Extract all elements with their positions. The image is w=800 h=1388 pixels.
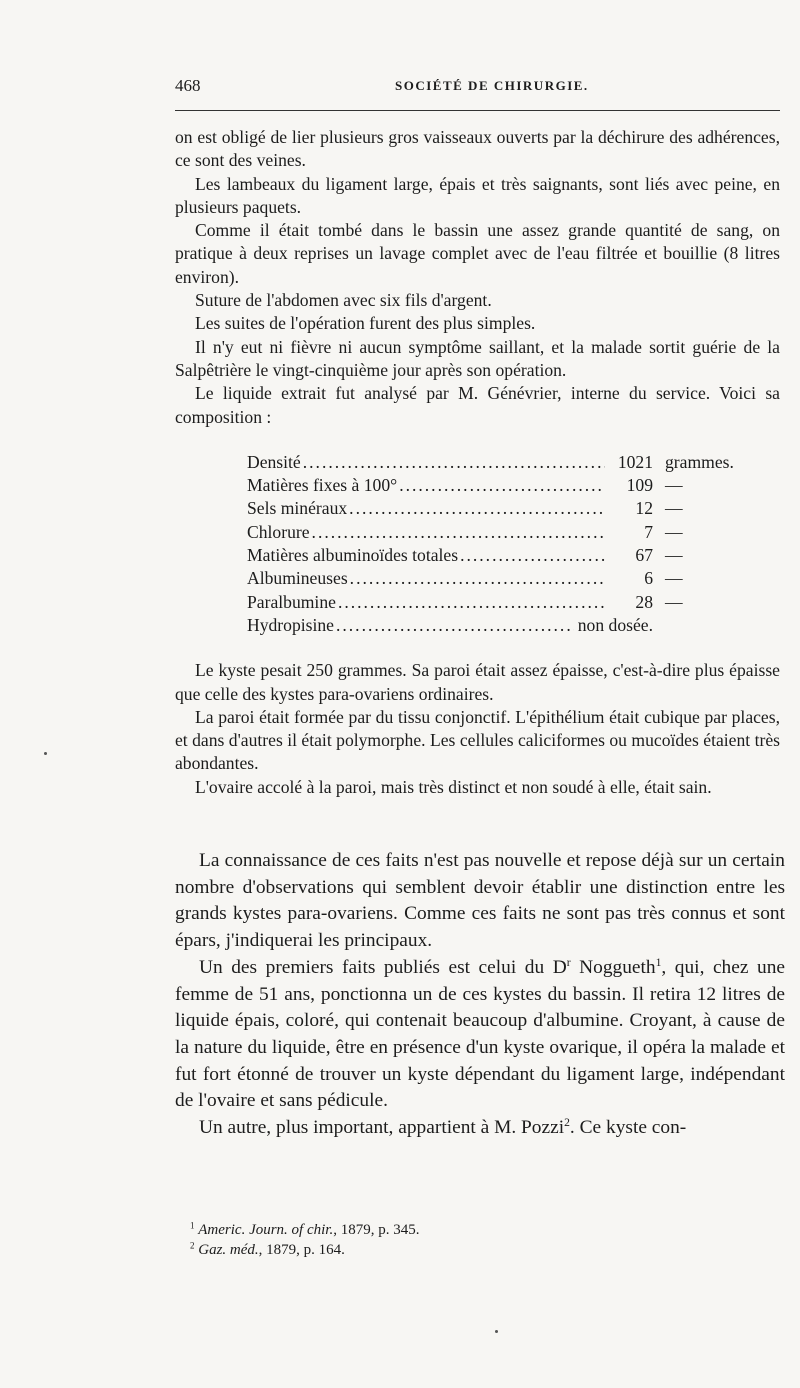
composition-row [247, 567, 780, 590]
composition-row [247, 591, 780, 614]
composition-label: Chlorure [247, 521, 310, 542]
dot-leader [336, 614, 574, 637]
paragraph: Il n'y eut ni fièvre ni aucun symptôme saillant, et la malade sortit guérie de la Salpêtrière le vingt-cinquième jour après son opération. [175, 336, 780, 380]
composition-row [247, 474, 780, 497]
page-number: 468 [175, 76, 201, 95]
dot-leader [338, 591, 605, 614]
composition-label: Matières fixes à 100° [247, 475, 398, 496]
composition-unit: — [665, 521, 683, 542]
composition-row [247, 497, 780, 520]
text-span: Un autre, plus important, appartient à M. Pozzi [199, 1117, 565, 1139]
superscript: r [566, 955, 571, 969]
paragraph: on est obligé de lier plusieurs gros vaisseaux ouverts par la déchirure des adhérences, ce sont des veines. [175, 127, 780, 171]
paragraph [175, 955, 785, 1115]
composition-row [247, 521, 780, 544]
dot-leader [303, 451, 605, 474]
author-name: Noggueth [570, 956, 656, 978]
composition-value: 12 [635, 498, 653, 519]
composition-value: 28 [635, 591, 653, 612]
paragraph: Suture de l'abdomen avec six fils d'argent. [195, 290, 492, 311]
composition-value: 7 [644, 521, 653, 542]
composition-value: 1021 [617, 451, 653, 472]
margin-speck [495, 1330, 498, 1333]
dot-leader [460, 544, 605, 567]
paragraph: La connaissance de ces faits n'est pas nouvelle et repose déjà sur un certain nombre d'observations qui semblent devoir établir une distinction entre les grands kystes para-ovariens. Comme ces faits ne sont pas très connus et sont épars, j'indiquerai les principaux. [175, 850, 785, 952]
composition-row [247, 614, 780, 637]
dot-leader [349, 497, 605, 520]
composition-unit: grammes. [665, 451, 734, 472]
footnote-mark: 2 [190, 1240, 195, 1251]
footnote-ref[interactable]: 1 [655, 955, 662, 969]
paragraph: L'ovaire accolé à la paroi, mais très distinct et non soudé à elle, était sain. [195, 776, 712, 797]
composition-value: 109 [626, 475, 653, 496]
composition-unit: — [665, 545, 683, 566]
paragraph: Les lambeaux du ligament large, épais et très saignants, sont liés avec peine, en plusieurs paquets. [175, 173, 780, 217]
composition-table [247, 451, 780, 637]
footnote [190, 1220, 690, 1240]
composition-unit: — [665, 568, 683, 589]
composition-label: Hydropisine [247, 614, 334, 635]
composition-unit: — [665, 498, 683, 519]
paragraph: La paroi était formée par du tissu conjonctif. L'épithélium était cubique par places, et dans d'autres il était polymorphe. Les cellules caliciformes ou mucoïdes étaient très abondantes. [175, 706, 780, 774]
composition-row [247, 544, 780, 567]
footnote-citation: , 1879, p. 164. [258, 1242, 345, 1258]
paragraph: Le kyste pesait 250 grammes. Sa paroi était assez épaisse, c'est-à-dire plus épaisse que celle des kystes para-ovariens ordinaires. [175, 660, 780, 704]
footnote-mark: 1 [190, 1220, 195, 1231]
footnote-source: Americ. Journ. of chir. [198, 1222, 334, 1238]
text-span: . Ce kyste con- [569, 1117, 687, 1139]
margin-speck [44, 752, 47, 755]
composition-label: Matières albuminoïdes totales [247, 545, 459, 566]
composition-row [247, 451, 780, 474]
small-print-section [175, 126, 780, 799]
composition-label: Albumineuses [247, 568, 348, 589]
footnote-ref[interactable]: 2 [564, 1116, 570, 1130]
paragraph [175, 1115, 785, 1142]
composition-value: non dosée. [577, 614, 653, 635]
composition-unit: — [665, 591, 683, 612]
main-text-section [175, 848, 785, 1142]
composition-value: 67 [635, 545, 653, 566]
page-header [175, 72, 785, 102]
running-title: SOCIÉTÉ DE CHIRURGIE. [395, 78, 589, 93]
composition-label: Sels minéraux [247, 498, 348, 519]
paragraph: Comme il était tombé dans le bassin une assez grande quantité de sang, on pratique à deux reprises un lavage complet avec de l'eau filtrée et bouillie (8 litres environ). [175, 220, 780, 287]
footnote-source: Gaz. méd. [198, 1242, 259, 1258]
composition-label: Densité [247, 451, 301, 472]
footnote [190, 1240, 690, 1260]
dot-leader [399, 474, 605, 497]
paragraph: Les suites de l'opération furent des plus simples. [195, 313, 536, 334]
composition-label: Paralbumine [247, 591, 336, 612]
dot-leader [312, 521, 605, 544]
composition-unit: — [665, 475, 683, 496]
composition-value: 6 [644, 568, 653, 589]
footnotes [190, 1220, 690, 1260]
text-span: , qui, chez une femme de 51 ans, ponctionna un de ces kystes du bassin. Il retira 12 litres de liquide épais, coloré, qui contenait beaucoup d'albumine. Croyant, à cause de la nature du liquide, être en présence d'un kyste ovarique, il opéra la malade et fut fort étonné de trouver un kyste dépendant du ligament large, indépendant de l'ovaire et sans pédicule. [175, 956, 786, 1112]
dot-leader [350, 567, 605, 590]
header-rule [175, 110, 780, 111]
text-span: Un des premiers faits publiés est celui du D [199, 956, 567, 978]
paragraph: Le liquide extrait fut analysé par M. Génévrier, interne du service. Voici sa composition : [175, 383, 780, 427]
footnote-citation: , 1879, p. 345. [333, 1222, 420, 1238]
